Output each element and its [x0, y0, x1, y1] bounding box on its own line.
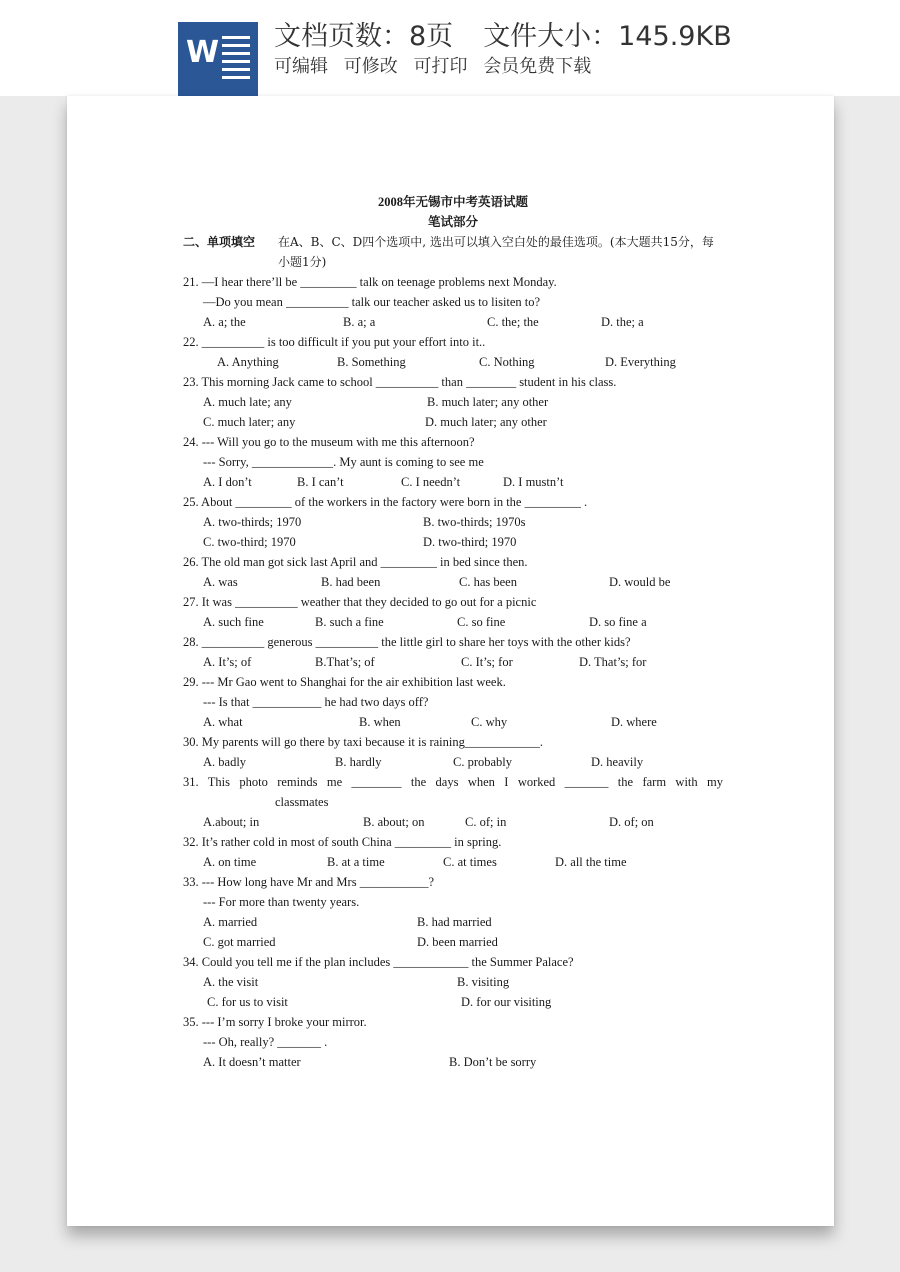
question-line	[183, 592, 723, 612]
answer-option: D. of; on	[609, 815, 654, 829]
feature-printable: 可打印	[413, 56, 468, 77]
feature-editable: 可编辑	[274, 56, 328, 77]
answer-option: D. where	[611, 715, 657, 729]
file-size: 文件大小：145.9KB	[483, 21, 732, 52]
answer-option: D. so fine a	[589, 615, 647, 629]
answer-option: B. when	[359, 715, 401, 729]
answer-option: B. two-thirds; 1970s	[423, 515, 526, 529]
options-row	[183, 972, 723, 992]
question-text: 24. --- Will you go to the museum with me this afternoon?	[183, 435, 475, 449]
word-document-icon	[178, 22, 258, 96]
answer-option: A. on time	[203, 855, 257, 869]
question-line	[183, 372, 723, 392]
answer-option: A.about; in	[203, 815, 260, 829]
answer-option: D. That’s; for	[579, 655, 647, 669]
answer-option: C. has been	[459, 575, 517, 589]
answer-option: B.That’s; of	[315, 655, 375, 669]
answer-option: D. two-third; 1970	[423, 535, 517, 549]
document-lines-icon	[222, 36, 250, 84]
question-line	[183, 552, 723, 572]
question-text: 29. --- Mr Gao went to Shanghai for the air exhibition last week.	[183, 675, 506, 689]
question-text: 32. It’s rather cold in most of south China _________ in spring.	[183, 835, 502, 849]
page-count: 文档页数：8页	[274, 21, 454, 52]
question-text: 26. The old man got sick last April and _________ in bed since then.	[183, 555, 528, 569]
answer-option: B. hardly	[335, 755, 382, 769]
options-row	[183, 572, 723, 592]
answer-option: D. would be	[609, 575, 671, 589]
question-line	[183, 692, 723, 712]
answer-option: C. why	[471, 715, 508, 729]
answer-option: C. probably	[453, 755, 513, 769]
question-line	[183, 872, 723, 892]
answer-option: B. visiting	[457, 975, 510, 989]
answer-option: C. for us to visit	[207, 995, 288, 1009]
answer-option: A. married	[203, 915, 258, 929]
answer-option: B. such a fine	[315, 615, 384, 629]
answer-option: C. much later; any	[203, 415, 296, 429]
exam-title: 2008年无锡市中考英语试题	[377, 195, 528, 209]
options-row	[183, 912, 723, 932]
answer-option: A. It’s; of	[203, 655, 252, 669]
answer-option: D. been married	[417, 935, 498, 949]
answer-option: classmates	[275, 795, 329, 809]
answer-option: D. Everything	[605, 355, 676, 369]
options-row	[183, 412, 723, 432]
question-line	[183, 1032, 723, 1052]
answer-option: A. It doesn’t matter	[203, 1055, 301, 1069]
answer-option: A. a; the	[203, 315, 246, 329]
answer-option: C. It’s; for	[461, 655, 513, 669]
question-line	[183, 632, 723, 652]
options-row	[183, 712, 723, 732]
question-line	[183, 272, 723, 292]
question-text: 21. —I hear there’ll be _________ talk on teenage problems next Monday.	[183, 275, 557, 289]
question-text: 28. __________ generous __________ the little girl to share her toys with the other kids?	[183, 635, 631, 649]
options-row	[183, 1052, 723, 1072]
question-text: --- Oh, really? _______ .	[203, 1035, 328, 1049]
header-banner	[0, 0, 900, 96]
answer-option: D. heavily	[591, 755, 644, 769]
answer-option: C. I needn’t	[401, 475, 461, 489]
answer-option: B. I can’t	[297, 475, 344, 489]
answer-option: C. so fine	[457, 615, 506, 629]
question-line	[183, 672, 723, 692]
options-row	[183, 792, 723, 812]
feature-member-download: 会员免费下载	[483, 56, 592, 77]
question-text: 33. --- How long have Mr and Mrs ___________?	[183, 875, 435, 889]
options-row	[183, 472, 723, 492]
answer-option: B. a; a	[343, 315, 376, 329]
question-text: 27. It was __________ weather that they decided to go out for a picnic	[183, 595, 537, 609]
question-list	[183, 272, 723, 1072]
answer-option: A. two-thirds; 1970	[203, 515, 302, 529]
answer-option: D. all the time	[555, 855, 627, 869]
question-line	[183, 492, 723, 512]
answer-option: C. the; the	[487, 315, 539, 329]
answer-option: A. I don’t	[203, 475, 252, 489]
answer-option: B. had married	[417, 915, 492, 929]
options-row	[183, 392, 723, 412]
answer-option: C. at times	[443, 855, 497, 869]
question-text: --- For more than twenty years.	[203, 895, 360, 909]
options-row	[183, 992, 723, 1012]
question-line	[183, 332, 723, 352]
question-line	[183, 1012, 723, 1032]
file-stats	[274, 20, 732, 54]
answer-option: D. for our visiting	[461, 995, 552, 1009]
answer-option: A. was	[203, 575, 238, 589]
question-line	[183, 732, 723, 752]
answer-option: D. I mustn’t	[503, 475, 564, 489]
question-text: 34. Could you tell me if the plan includes ____________ the Summer Palace?	[183, 955, 574, 969]
options-row	[183, 532, 723, 552]
answer-option: A. badly	[203, 755, 247, 769]
question-text: 31. This photo reminds me ________ the days when I worked _______ the farm with my	[183, 775, 723, 789]
exam-content	[183, 192, 723, 1072]
question-line	[183, 452, 723, 472]
question-line	[183, 432, 723, 452]
answer-option: C. got married	[203, 935, 276, 949]
answer-option: A. the visit	[203, 975, 259, 989]
answer-option: A. Anything	[217, 355, 279, 369]
answer-option: B. much later; any other	[427, 395, 549, 409]
document-page	[67, 96, 834, 1226]
answer-option: B. had been	[321, 575, 381, 589]
options-row	[183, 512, 723, 532]
question-text: 23. This morning Jack came to school __________ than ________ student in his class.	[183, 375, 617, 389]
question-text: 35. --- I’m sorry I broke your mirror.	[183, 1015, 367, 1029]
answer-option: B. about; on	[363, 815, 425, 829]
answer-option: C. two-third; 1970	[203, 535, 296, 549]
question-text: —Do you mean __________ talk our teacher asked us to lisiten to?	[203, 295, 541, 309]
word-logo-letter: W	[186, 35, 220, 70]
answer-option: A. what	[203, 715, 243, 729]
question-line	[183, 892, 723, 912]
answer-option: C. of; in	[465, 815, 507, 829]
question-line	[183, 832, 723, 852]
options-row	[183, 652, 723, 672]
answer-option: B. Don’t be sorry	[449, 1055, 537, 1069]
question-line	[183, 772, 723, 792]
options-row	[183, 352, 723, 372]
answer-option: B. at a time	[327, 855, 385, 869]
question-text: --- Sorry, _____________. My aunt is coming to see me	[203, 455, 484, 469]
section-instructions	[183, 232, 723, 272]
options-row	[183, 612, 723, 632]
answer-option: D. much later; any other	[425, 415, 547, 429]
answer-option: D. the; a	[601, 315, 644, 329]
options-row	[183, 812, 723, 832]
feature-list	[274, 55, 601, 79]
question-text: --- Is that ___________ he had two days off?	[203, 695, 429, 709]
answer-option: C. Nothing	[479, 355, 535, 369]
section-instruction-text: 在A、B、C、D四个选项中, 选出可以填入空白处的最佳选项。(本大题共15分，每小题1分)	[278, 235, 714, 269]
question-line	[183, 952, 723, 972]
options-row	[183, 932, 723, 952]
exam-subtitle: 笔试部分	[427, 215, 478, 229]
answer-option: A. much late; any	[203, 395, 292, 409]
feature-modifiable: 可修改	[343, 56, 398, 77]
question-text: 30. My parents will go there by taxi because it is raining____________.	[183, 735, 544, 749]
answer-option: A. such fine	[203, 615, 264, 629]
options-row	[183, 752, 723, 772]
question-line	[183, 292, 723, 312]
answer-option: B. Something	[337, 355, 406, 369]
options-row	[183, 312, 723, 332]
question-text: 22. __________ is too difficult if you put your effort into it..	[183, 335, 486, 349]
question-text: 25. About _________ of the workers in the factory were born in the _________ .	[183, 495, 588, 509]
section-heading: 二、单项填空	[183, 235, 256, 249]
options-row	[183, 852, 723, 872]
